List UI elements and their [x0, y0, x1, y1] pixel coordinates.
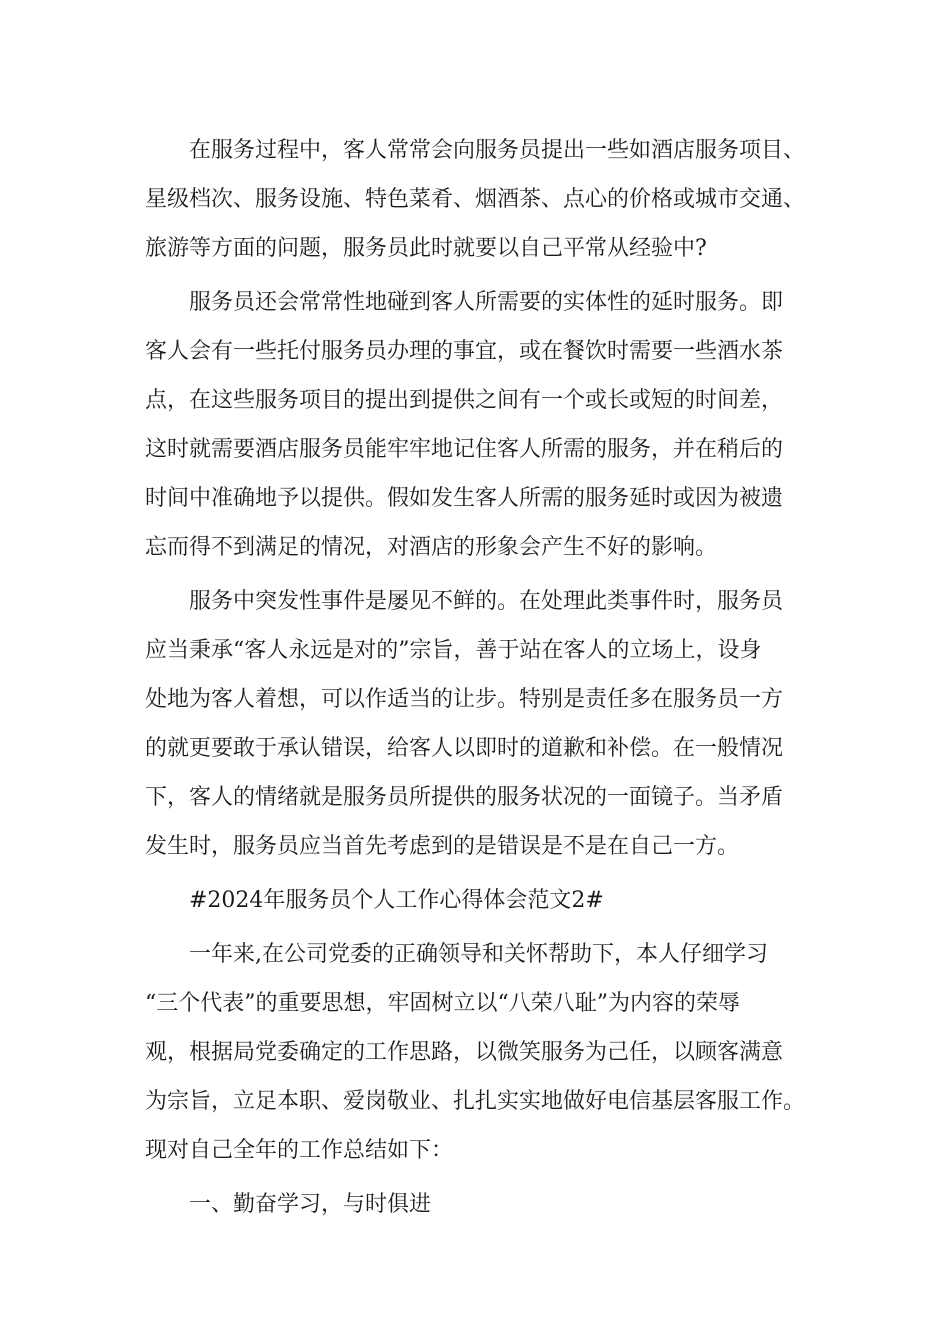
- paragraph-delayed-service: [145, 278, 845, 572]
- text-line: 下，客人的情绪就是服务员所提供的服务状况的一面镜子。当矛盾: [145, 785, 784, 810]
- text-line: 旅游等方面的问题，服务员此时就要以自己平常从经验中?: [145, 236, 707, 261]
- text-line: “三个代表”的重要思想，牢固树立以“八荣八耻”为内容的荣辱: [145, 991, 740, 1016]
- text-line: 在服务过程中，客人常常会向服务员提出一些如酒店服务项目、: [189, 138, 806, 163]
- heading-text: #2024年服务员个人工作心得体会范文2#: [189, 888, 604, 913]
- text-line: 应当秉承“客人永远是对的”宗旨，善于站在客人的立场上，设身: [145, 638, 762, 663]
- text-line: 客人会有一些托付服务员办理的事宜，或在餐饮时需要一些酒水茶: [145, 339, 784, 364]
- text-line: 服务中突发性事件是屡见不鲜的。在处理此类事件时，服务员: [189, 589, 784, 614]
- text-line: 的就更要敢于承认错误，给客人以即时的道歉和补偿。在一般情况: [145, 736, 784, 761]
- text-line: 发生时，服务员应当首先考虑到的是错误是不是在自己一方。: [145, 834, 740, 859]
- section-heading: [145, 876, 845, 925]
- text-line: 处地为客人着想，可以作适当的让步。特别是责任多在服务员一方: [145, 687, 784, 712]
- text-line: 星级档次、服务设施、特色菜肴、烟酒茶、点心的价格或城市交通、: [145, 187, 806, 212]
- text-line: 一年来,在公司党委的正确领导和关怀帮助下，本人仔细学习: [189, 942, 768, 967]
- paragraph-emergencies: [145, 577, 845, 871]
- text-line: 点，在这些服务项目的提出到提供之间有一个或长或短的时间差，: [145, 388, 784, 413]
- text-line: 现对自己全年的工作总结如下：: [145, 1138, 454, 1163]
- document-body: [145, 126, 845, 1229]
- subsection-heading: [145, 1180, 845, 1229]
- text-line: 观，根据局党委确定的工作思路，以微笑服务为己任，以顾客满意: [145, 1040, 784, 1065]
- paragraph-annual-summary: [145, 930, 845, 1175]
- subheading-text: 一、勤奋学习，与时俱进: [189, 1192, 432, 1217]
- text-line: 为宗旨，立足本职、爱岗敬业、扎扎实实地做好电信基层客服工作。: [145, 1089, 806, 1114]
- paragraph-service-questions: [145, 126, 845, 273]
- text-line: 这时就需要酒店服务员能牢牢地记住客人所需的服务，并在稍后的: [145, 437, 784, 462]
- text-line: 忘而得不到满足的情况，对酒店的形象会产生不好的影响。: [145, 535, 718, 560]
- text-line: 服务员还会常常性地碰到客人所需要的实体性的延时服务。即: [189, 290, 784, 315]
- text-line: 时间中准确地予以提供。假如发生客人所需的服务延时或因为被遗: [145, 486, 784, 511]
